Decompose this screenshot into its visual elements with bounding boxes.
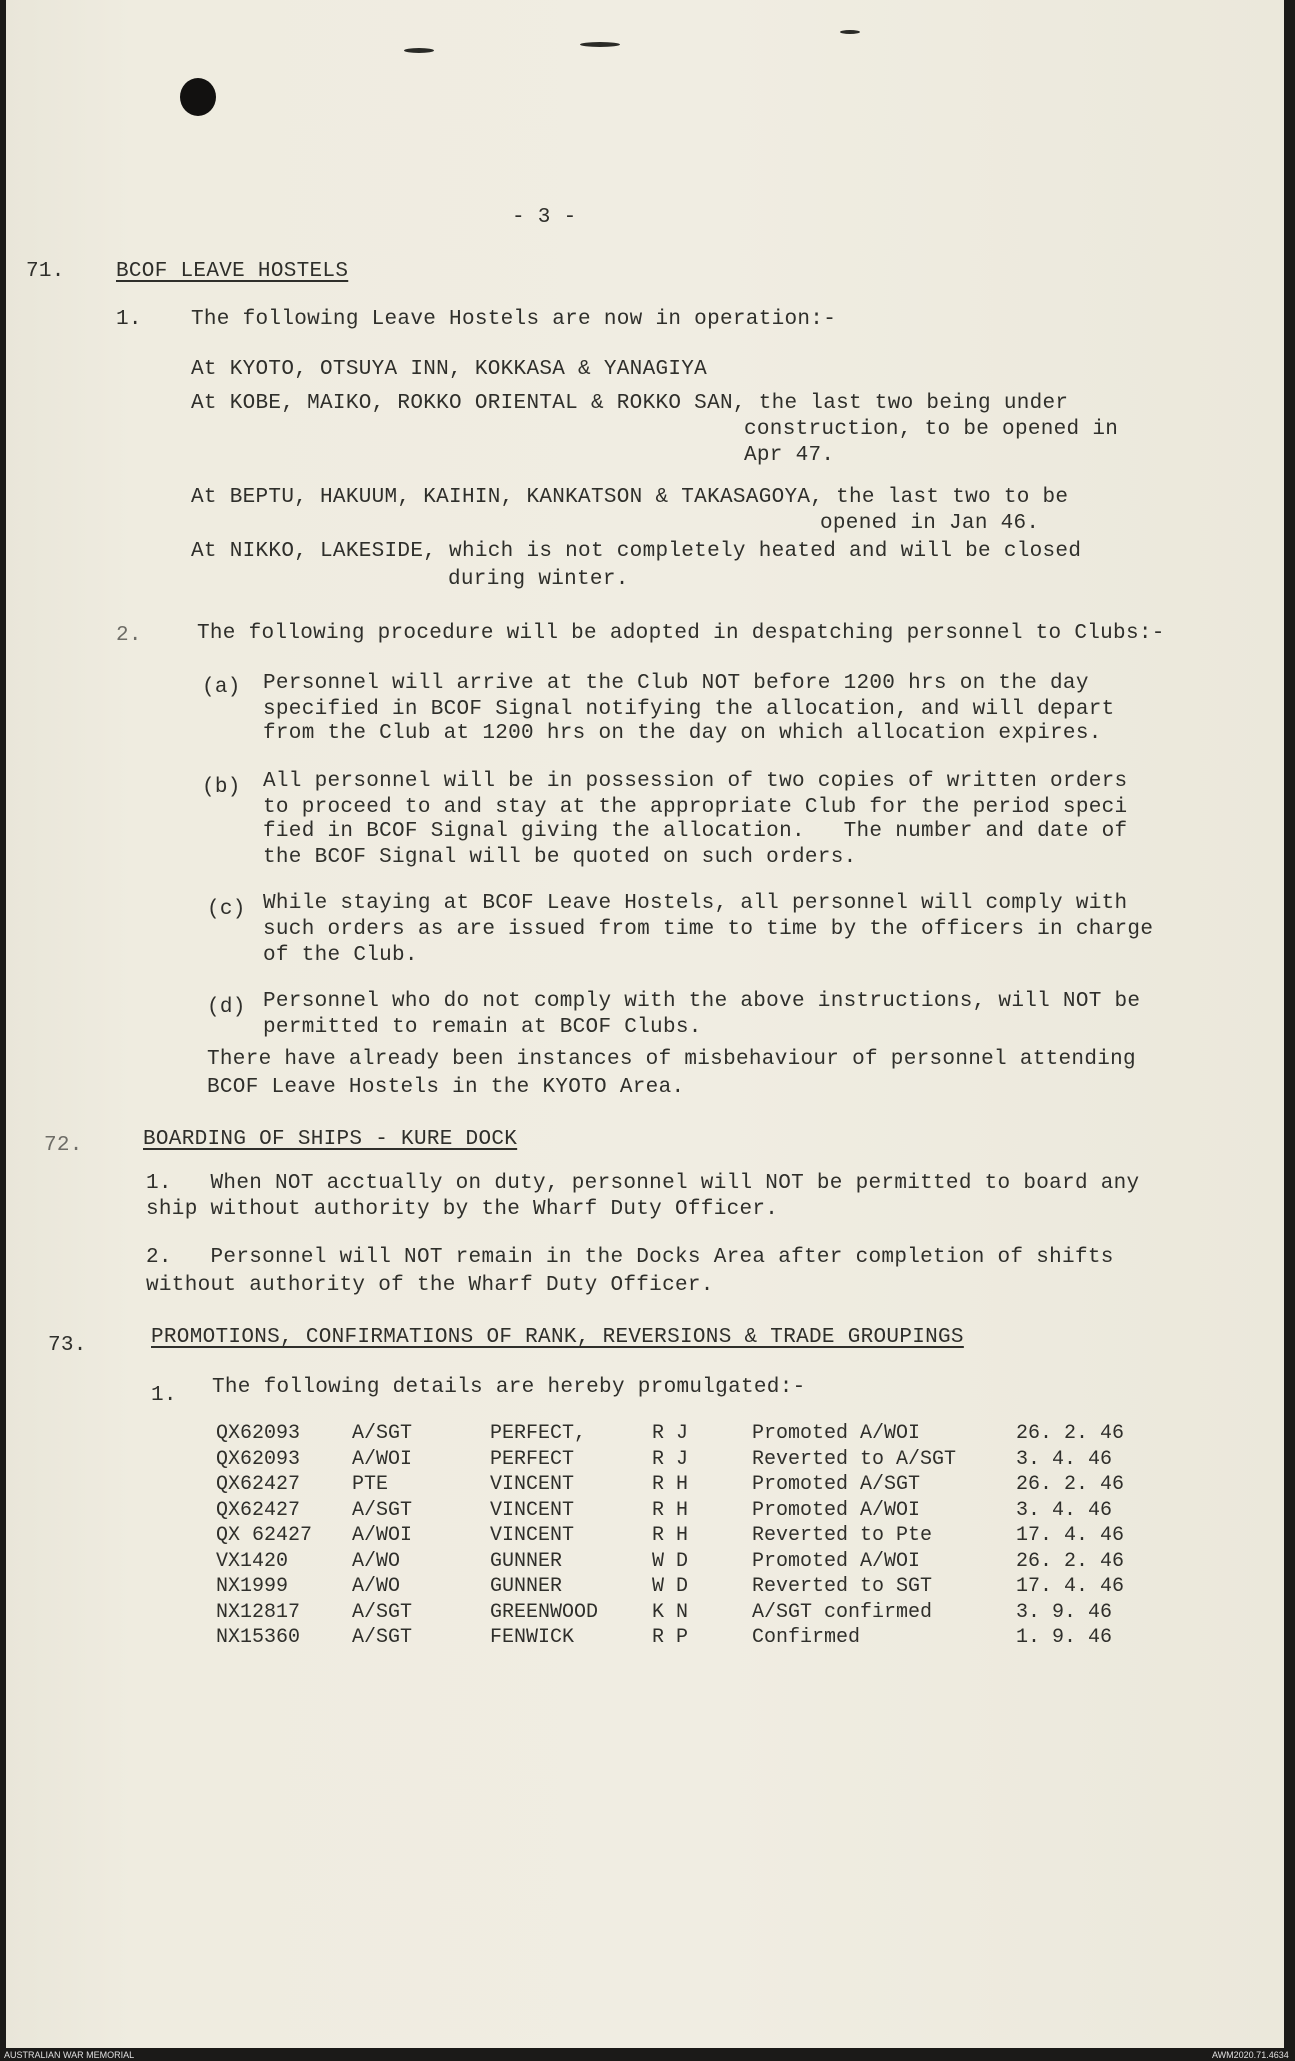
s72-p2-line2: without authority of the Wharf Duty Officer. (146, 1274, 714, 1297)
cell-action: Promoted A/WOI (752, 1550, 921, 1573)
page-number: - 3 - (512, 206, 577, 229)
hostel-kobe-line2: construction, to be opened in (744, 418, 1119, 441)
section-71-heading: BCOF LEAVE HOSTELS (116, 260, 349, 283)
s71-note-line1: There have already been instances of misbehaviour of personnel attending (207, 1048, 1136, 1071)
cell-service-number: QX62427 (216, 1473, 301, 1496)
item-b-line3: fied in BCOF Signal giving the allocation. The number and date of (263, 820, 1128, 843)
cell-service-number: QX62093 (216, 1422, 301, 1445)
cell-surname: VINCENT (490, 1499, 575, 1522)
cell-rank: A/WO (352, 1550, 401, 1573)
hostel-beptu-line2: opened in Jan 46. (820, 512, 1040, 535)
cell-initials: R H (652, 1499, 689, 1522)
s72-p2-line1: 2. Personnel will NOT remain in the Docks Area after completion of shifts (146, 1246, 1114, 1269)
footer-credit: AUSTRALIAN WAR MEMORIAL (4, 2050, 135, 2060)
cell-service-number: NX15360 (216, 1626, 301, 1649)
cell-date: 3. 4. 46 (1016, 1499, 1113, 1522)
section-73-number: 73. (48, 1334, 87, 1357)
cell-initials: R P (652, 1626, 689, 1649)
cell-initials: W D (652, 1550, 689, 1573)
scan-speck (404, 48, 434, 53)
hostel-nikko-line1: At NIKKO, LAKESIDE, which is not completely heated and will be closed (191, 540, 1082, 563)
item-c-line2: such orders as are issued from time to time by the officers in charge (263, 918, 1154, 941)
scan-speck (580, 42, 620, 47)
cell-rank: A/WOI (352, 1524, 413, 1547)
item-c-line3: of the Club. (263, 944, 418, 967)
item-a-line2: specified in BCOF Signal notifying the allocation, and will depart (263, 698, 1115, 721)
item-b-label: (b) (202, 776, 241, 799)
cell-date: 26. 2. 46 (1016, 1550, 1125, 1573)
cell-surname: GREENWOOD (490, 1601, 599, 1624)
s71-p1-number: 1. (116, 308, 142, 331)
item-a-label: (a) (202, 676, 241, 699)
item-a-line3: from the Club at 1200 hrs on the day on which allocation expires. (263, 722, 1102, 745)
s71-p2-number: 2. (116, 624, 142, 647)
punch-hole (180, 78, 216, 116)
cell-service-number: VX1420 (216, 1550, 289, 1573)
item-b-line2: to proceed to and stay at the appropriate Club for the period speci (263, 796, 1128, 819)
cell-surname: GUNNER (490, 1575, 563, 1598)
cell-surname: VINCENT (490, 1473, 575, 1496)
cell-action: Reverted to Pte (752, 1524, 933, 1547)
s73-p1-number: 1. (151, 1384, 177, 1407)
footer-accession: AWM2020.71.4634 (1212, 2050, 1289, 2060)
cell-service-number: QX 62427 (216, 1524, 313, 1547)
cell-rank: A/WOI (352, 1448, 413, 1471)
cell-rank: A/SGT (352, 1422, 413, 1445)
item-c-line1: While staying at BCOF Leave Hostels, all personnel will comply with (263, 892, 1128, 915)
cell-initials: W D (652, 1575, 689, 1598)
s71-p1-text: The following Leave Hostels are now in operation:- (191, 308, 837, 331)
s71-note-line2: BCOF Leave Hostels in the KYOTO Area. (207, 1076, 685, 1099)
cell-rank: A/SGT (352, 1626, 413, 1649)
cell-initials: R H (652, 1524, 689, 1547)
cell-date: 17. 4. 46 (1016, 1575, 1125, 1598)
cell-service-number: QX62427 (216, 1499, 301, 1522)
item-d-label: (d) (207, 996, 246, 1019)
s71-p2-text: The following procedure will be adopted in despatching personnel to Clubs:- (197, 622, 1165, 645)
cell-rank: A/WO (352, 1575, 401, 1598)
cell-action: Reverted to A/SGT (752, 1448, 957, 1471)
s72-p1-line2: ship without authority by the Wharf Duty Officer. (146, 1198, 779, 1221)
cell-surname: FENWICK (490, 1626, 575, 1649)
cell-rank: A/SGT (352, 1601, 413, 1624)
cell-rank: A/SGT (352, 1499, 413, 1522)
cell-action: A/SGT confirmed (752, 1601, 933, 1624)
hostel-kyoto: At KYOTO, OTSUYA INN, KOKKASA & YANAGIYA (191, 358, 708, 381)
cell-action: Reverted to SGT (752, 1575, 933, 1598)
cell-initials: R J (652, 1422, 689, 1445)
cell-surname: PERFECT, (490, 1422, 587, 1445)
cell-date: 17. 4. 46 (1016, 1524, 1125, 1547)
cell-initials: K N (652, 1601, 689, 1624)
cell-date: 1. 9. 46 (1016, 1626, 1113, 1649)
cell-date: 3. 4. 46 (1016, 1448, 1113, 1471)
section-72-heading: BOARDING OF SHIPS - KURE DOCK (143, 1128, 518, 1151)
item-d-line1: Personnel who do not comply with the above instructions, will NOT be (263, 990, 1141, 1013)
cell-surname: GUNNER (490, 1550, 563, 1573)
cell-date: 26. 2. 46 (1016, 1473, 1125, 1496)
cell-date: 3. 9. 46 (1016, 1601, 1113, 1624)
item-d-line2: permitted to remain at BCOF Clubs. (263, 1016, 702, 1039)
item-b-line4: the BCOF Signal will be quoted on such orders. (263, 846, 857, 869)
item-a-line1: Personnel will arrive at the Club NOT before 1200 hrs on the day (263, 672, 1089, 695)
scan-speck (840, 30, 860, 34)
s72-p1-line1: 1. When NOT acctually on duty, personnel will NOT be permitted to board any (146, 1172, 1140, 1195)
cell-initials: R H (652, 1473, 689, 1496)
cell-initials: R J (652, 1448, 689, 1471)
section-71-number: 71. (26, 260, 65, 283)
cell-action: Promoted A/SGT (752, 1473, 921, 1496)
cell-action: Promoted A/WOI (752, 1499, 921, 1522)
s73-p1-text: The following details are hereby promulgated:- (212, 1376, 806, 1399)
cell-date: 26. 2. 46 (1016, 1422, 1125, 1445)
hostel-kobe-line3: Apr 47. (744, 444, 835, 467)
item-c-label: (c) (207, 898, 246, 921)
hostel-beptu-line1: At BEPTU, HAKUUM, KAIHIN, KANKATSON & TAKASAGOYA, the last two to be (191, 486, 1069, 509)
cell-rank: PTE (352, 1473, 389, 1496)
cell-service-number: NX1999 (216, 1575, 289, 1598)
cell-surname: VINCENT (490, 1524, 575, 1547)
cell-action: Promoted A/WOI (752, 1422, 921, 1445)
cell-service-number: QX62093 (216, 1448, 301, 1471)
cell-surname: PERFECT (490, 1448, 575, 1471)
hostel-nikko-line2: during winter. (448, 568, 629, 591)
item-b-line1: All personnel will be in possession of two copies of written orders (263, 770, 1128, 793)
section-73-heading: PROMOTIONS, CONFIRMATIONS OF RANK, REVERSIONS & TRADE GROUPINGS (151, 1326, 964, 1349)
cell-service-number: NX12817 (216, 1601, 301, 1624)
cell-action: Confirmed (752, 1626, 861, 1649)
section-72-number: 72. (44, 1134, 83, 1157)
hostel-kobe-line1: At KOBE, MAIKO, ROKKO ORIENTAL & ROKKO SAN, the last two being under (191, 392, 1069, 415)
